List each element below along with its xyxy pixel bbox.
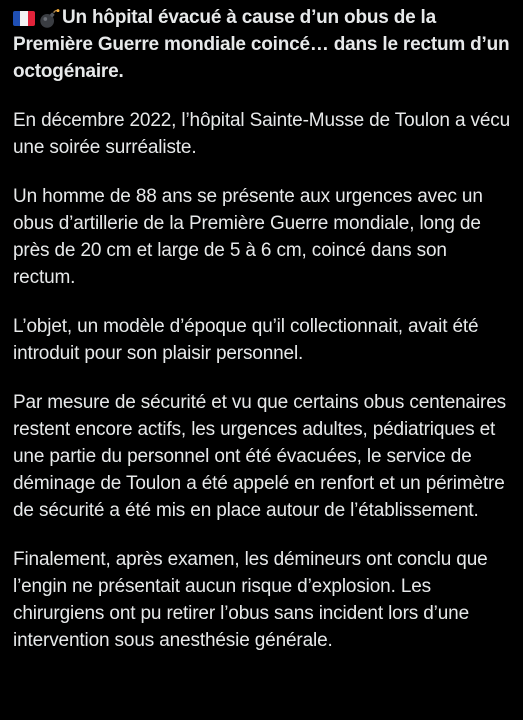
bomb-icon	[38, 8, 60, 30]
post-paragraph-5: Finalement, après examen, les démineurs ont conclu que l’engin ne présentait aucun risque d’explosion. Les chirurgiens ont pu retirer l’obus sans incident lors d’une intervention sous anesthésie générale.	[13, 549, 488, 651]
post-paragraph-3: L’objet, un modèle d’époque qu’il collectionnait, avait été introduit pour son plaisir personnel.	[13, 316, 479, 364]
france-flag-icon	[13, 11, 35, 26]
post-paragraph-4: Par mesure de sécurité et vu que certains obus centenaires restent encore actifs, les urgences adultes, pédiatriques et une partie du personnel ont été évacuées, le service de déminage de Toulon a été appelé en renfort et un périmètre de sécurité a été mis en place autour de l’établissement.	[13, 392, 506, 521]
post-body	[13, 4, 513, 654]
post-headline	[13, 4, 513, 85]
headline-icons	[13, 8, 60, 30]
post-paragraph-2: Un homme de 88 ans se présente aux urgences avec un obus d’artillerie de la Première Guerre mondiale, long de près de 20 cm et large de 5 à 6 cm, coincé dans son rectum.	[13, 186, 483, 288]
headline-text: Un hôpital évacué à cause d’un obus de la Première Guerre mondiale coincé… dans le rectum d’un octogénaire.	[13, 7, 510, 82]
post-paragraph-1: En décembre 2022, l’hôpital Sainte-Musse de Toulon a vécu une soirée surréaliste.	[13, 110, 511, 158]
